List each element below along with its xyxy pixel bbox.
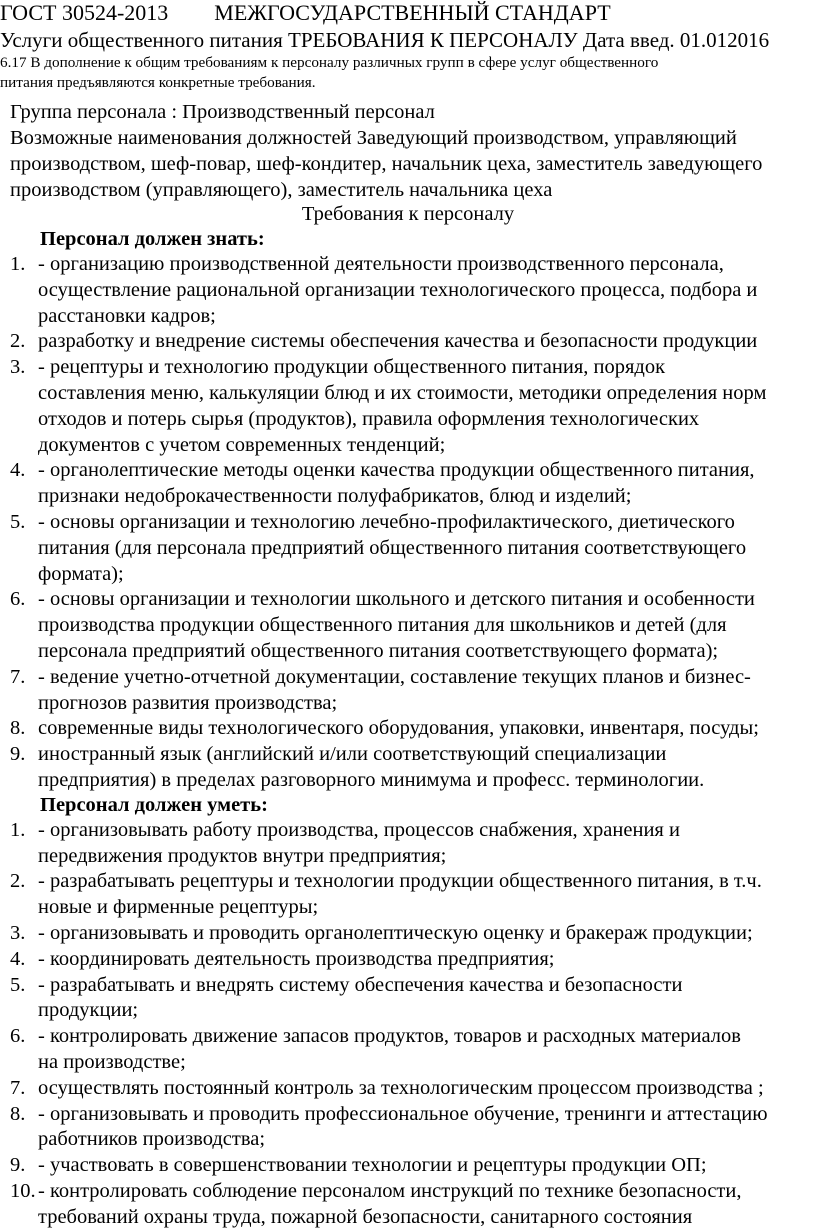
know-item-number: 5. [10,511,26,533]
able-item-text: - разрабатывать и внедрять систему обеспечения качества и безопасности [38,973,683,996]
know-item-text: - рецептуры и технологию продукции общественного питания, порядок [38,356,666,379]
positions-line-3: производством (управляющего), заместитель начальника цеха [10,179,553,201]
know-item-number: 3. [10,356,26,379]
able-item-text: осуществлять постоянный контроль за технологическим процессом производства ; [38,1076,764,1099]
know-item-number: 7. [10,665,26,688]
know-item-text: отходов и потерь сырья (продуктов), правила оформления технологических [38,407,700,430]
able-item-number: 7. [10,1076,26,1099]
standard-header [0,0,611,26]
know-item-text: современные виды технологического оборудования, упаковки, инвентаря, посуды; [38,717,759,740]
able-item-number: 2. [10,870,26,893]
able-item-text: - координировать деятельность производства предприятия; [38,947,555,970]
know-item-number: 2. [10,330,26,353]
able-item-text: - контролировать соблюдение персоналом инструкций по технике безопасности, [38,1180,742,1202]
know-item-text: - ведение учетно-отчетной документации, составление текущих планов и бизнес- [38,665,751,688]
able-item-text: новые и фирменные рецептуры; [38,896,319,919]
know-item-number: 6. [10,588,26,611]
able-item-text: - контролировать движение запасов продуктов, товаров и расходных материалов [38,1025,741,1048]
able-item-text: - организовывать и проводить органолептическую оценку и бракераж продукции; [38,922,753,944]
able-item-text: требований охраны труда, пожарной безопасности, санитарного состояния [38,1205,693,1228]
standard-type: МЕЖГОСУДАРСТВЕННЫЙ СТАНДАРТ [214,0,611,25]
able-heading: Персонал должен уметь: [40,793,268,816]
note-line-2: питания предъявляются конкретные требования. [0,74,316,91]
know-item-text: иностранный язык (английский и/или соответствующий специализации [38,743,667,766]
staff-group: Группа персонала : Производственный персонал [10,101,435,123]
able-item-text: - организовывать и проводить профессиональное обучение, тренинги и аттестацию [38,1102,768,1125]
know-item-number: 4. [10,459,26,482]
able-item-number: 10. [10,1180,36,1202]
able-item-number: 5. [10,973,26,996]
able-item-text: - участвовать в совершенствовании технологии и рецептуры продукции ОП; [38,1154,707,1177]
know-item-text: предприятия) в пределах разговорного минимума и професс. терминологии. [38,769,705,791]
know-item-text: составления меню, калькуляции блюд и их стоимости, методики определения норм [38,382,767,404]
standard-subtitle: Услуги общественного питания ТРЕБОВАНИЯ К ПЕРСОНАЛУ Дата введ. 01.012016 [0,28,770,52]
know-item-text: питания (для персонала предприятий общественного питания соответствующего [38,536,747,559]
know-item-number: 1. [10,253,26,275]
able-item-text: продукции; [38,999,139,1022]
note-line-1: 6.17 В дополнение к общим требованиям к персоналу различных групп в сфере услуг общественного [0,54,659,71]
able-item-text: - разрабатывать рецептуры и технологии продукции общественного питания, в т.ч. [38,870,762,893]
know-item-text: разработку и внедрение системы обеспечения качества и безопасности продукции [38,330,758,353]
requirements-title: Требования к персоналу [301,203,515,225]
know-heading: Персонал должен знать: [40,228,265,250]
know-item-number: 8. [10,717,26,740]
know-item-text: формата); [38,562,124,585]
positions-line-2: производством, шеф-повар, шеф-кондитер, начальник цеха, заместитель заведующего [10,153,763,175]
able-item-number: 4. [10,947,26,970]
able-item-number: 9. [10,1154,26,1177]
know-item-number: 9. [10,743,26,766]
able-item-text: на производстве; [38,1051,186,1073]
know-item-text: - основы организации и технологию лечебно-профилактического, диетического [38,511,735,533]
know-item-text: производства продукции общественного питания для школьников и детей (для [38,614,727,637]
able-item-number: 8. [10,1102,26,1125]
able-item-number: 6. [10,1025,26,1048]
able-item-text: передвижения продуктов внутри предприятия; [38,844,447,867]
know-item-text: - органолептические методы оценки качества продукции общественного питания, [38,459,755,482]
able-item-text: - организовывать работу производства, процессов снабжения, хранения и [38,818,680,841]
know-item-text: - основы организации и технологии школьного и детского питания и особенности [38,588,755,611]
know-item-text: документов с учетом современных тенденций; [38,433,446,456]
know-item-text: осуществление рациональной организации технологического процесса, подбора и [38,278,758,301]
know-item-text: признаки недоброкачественности полуфабрикатов, блюд и изделий; [38,485,632,508]
know-item-text: прогнозов развития производства; [38,691,338,714]
able-item-number: 1. [10,818,26,841]
positions-line-1: Возможные наименования должностей Заведующий производством, управляющий [10,127,737,149]
know-item-text: персонала предприятий общественного питания соответствующего формата); [38,640,719,662]
able-item-text: работников производства; [38,1128,266,1151]
know-item-text: расстановки кадров; [38,304,216,327]
standard-code: ГОСТ 30524-2013 [0,0,169,25]
able-item-number: 3. [10,922,26,944]
know-item-text: - организацию производственной деятельности производственного персонала, [38,253,724,275]
